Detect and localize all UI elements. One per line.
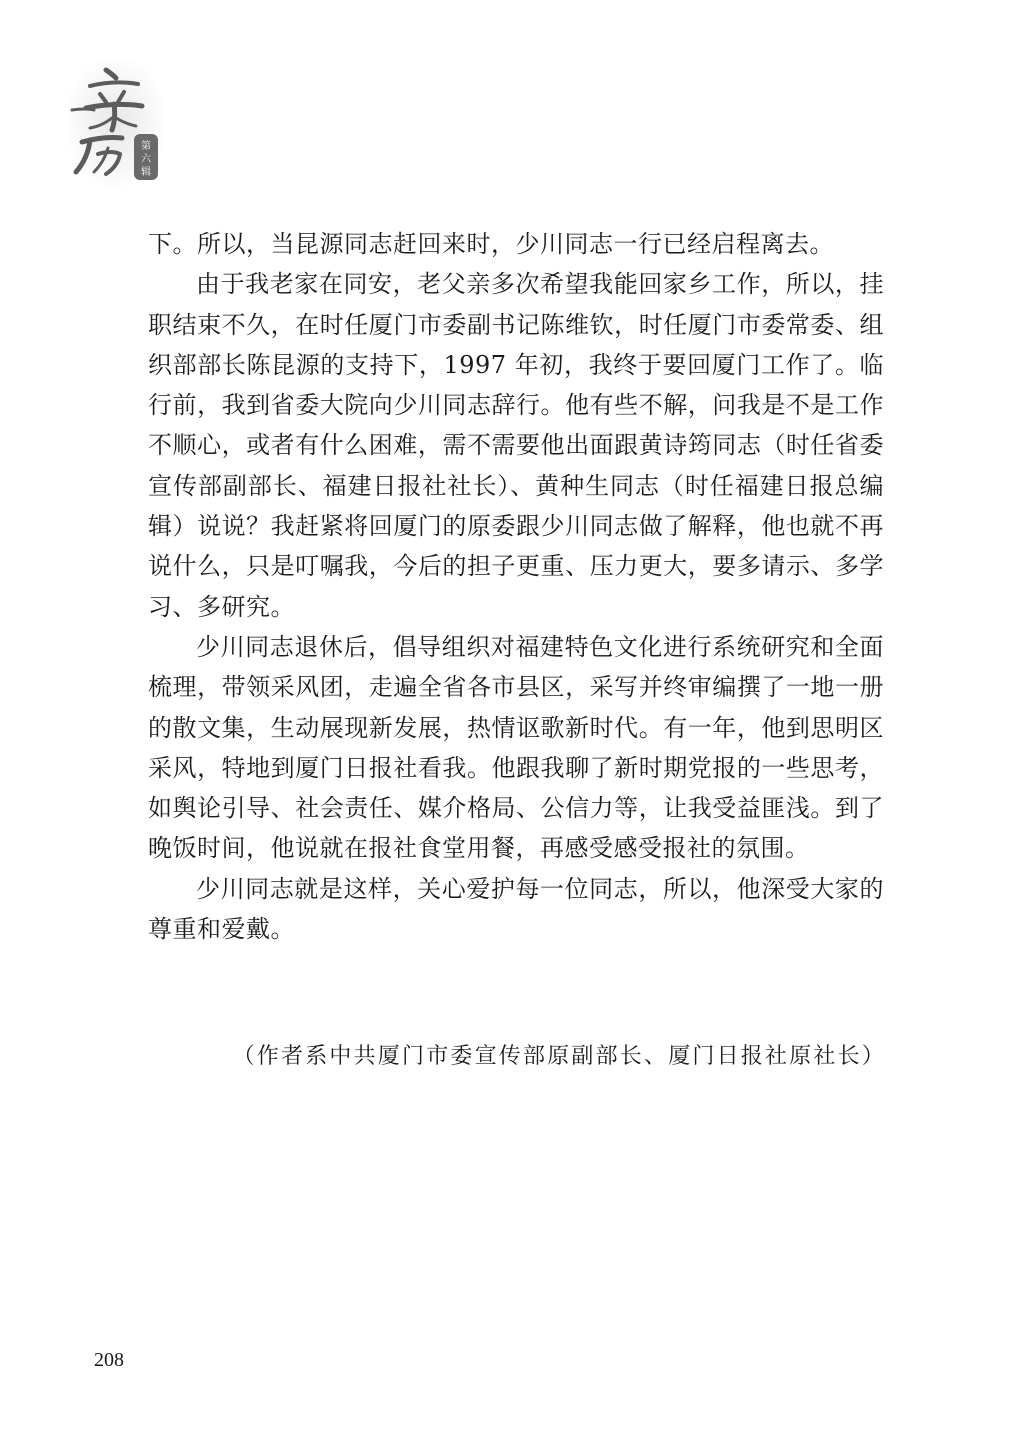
book-logo-badge-text-1: 第: [141, 141, 151, 152]
page-number: 208: [94, 1349, 124, 1371]
paragraph: 由于我老家在同安，老父亲多次希望我能回家乡工作，所以，挂职结束不久，在时任厦门市委副书记陈维钦，时任厦门市委常委、组织部部长陈昆源的支持下，1997 年初，我终于要回厦门工作了。临行前，我到省委大院向少川同志辞行。他有些不解，问我是不是工作不顺心，或者有什么困难，需不需要他出面跟黄诗筠同志（时任省委宣传部副部长、福建日报社社长）、黄种生同志（时任福建日报总编辑）说说？我赶紧将回厦门的原委跟少川同志做了解释，他也就不再说什么，只是叮嘱我，今后的担子更重、压力更大，要多请示、多学习、多研究。: [148, 270, 884, 621]
book-logo-calligraphy: [68, 60, 164, 186]
book-logo-badge-text-2: 六: [141, 154, 151, 165]
paragraph: 少川同志退休后，倡导组织对福建特色文化进行系统研究和全面梳理，带领采风团，走遍全省各市县区，采写并终审编撰了一地一册的散文集，生动展现新发展，热情讴歌新时代。有一年，他到思明区采风，特地到厦门日报社看我。他跟我聊了新时期党报的一些思考，如舆论引导、社会责任、媒介格局、公信力等，让我受益匪浅。到了晚饭时间，他说就在报社食堂用餐，再感受感受报社的氛围。: [148, 632, 884, 863]
paragraph-continued: 下。所以，当昆源同志赶回来时，少川同志一行已经启程离去。: [148, 230, 834, 258]
book-logo-badge-text-3: 辑: [141, 167, 151, 178]
author-note: （作者系中共厦门市委宣传部原副部长、厦门日报社原社长）: [232, 1044, 886, 1069]
article-body: [148, 224, 884, 949]
book-logo: [68, 60, 164, 186]
paragraph: 少川同志就是这样，关心爱护每一位同志，所以，他深受大家的尊重和爱戴。: [148, 874, 884, 944]
